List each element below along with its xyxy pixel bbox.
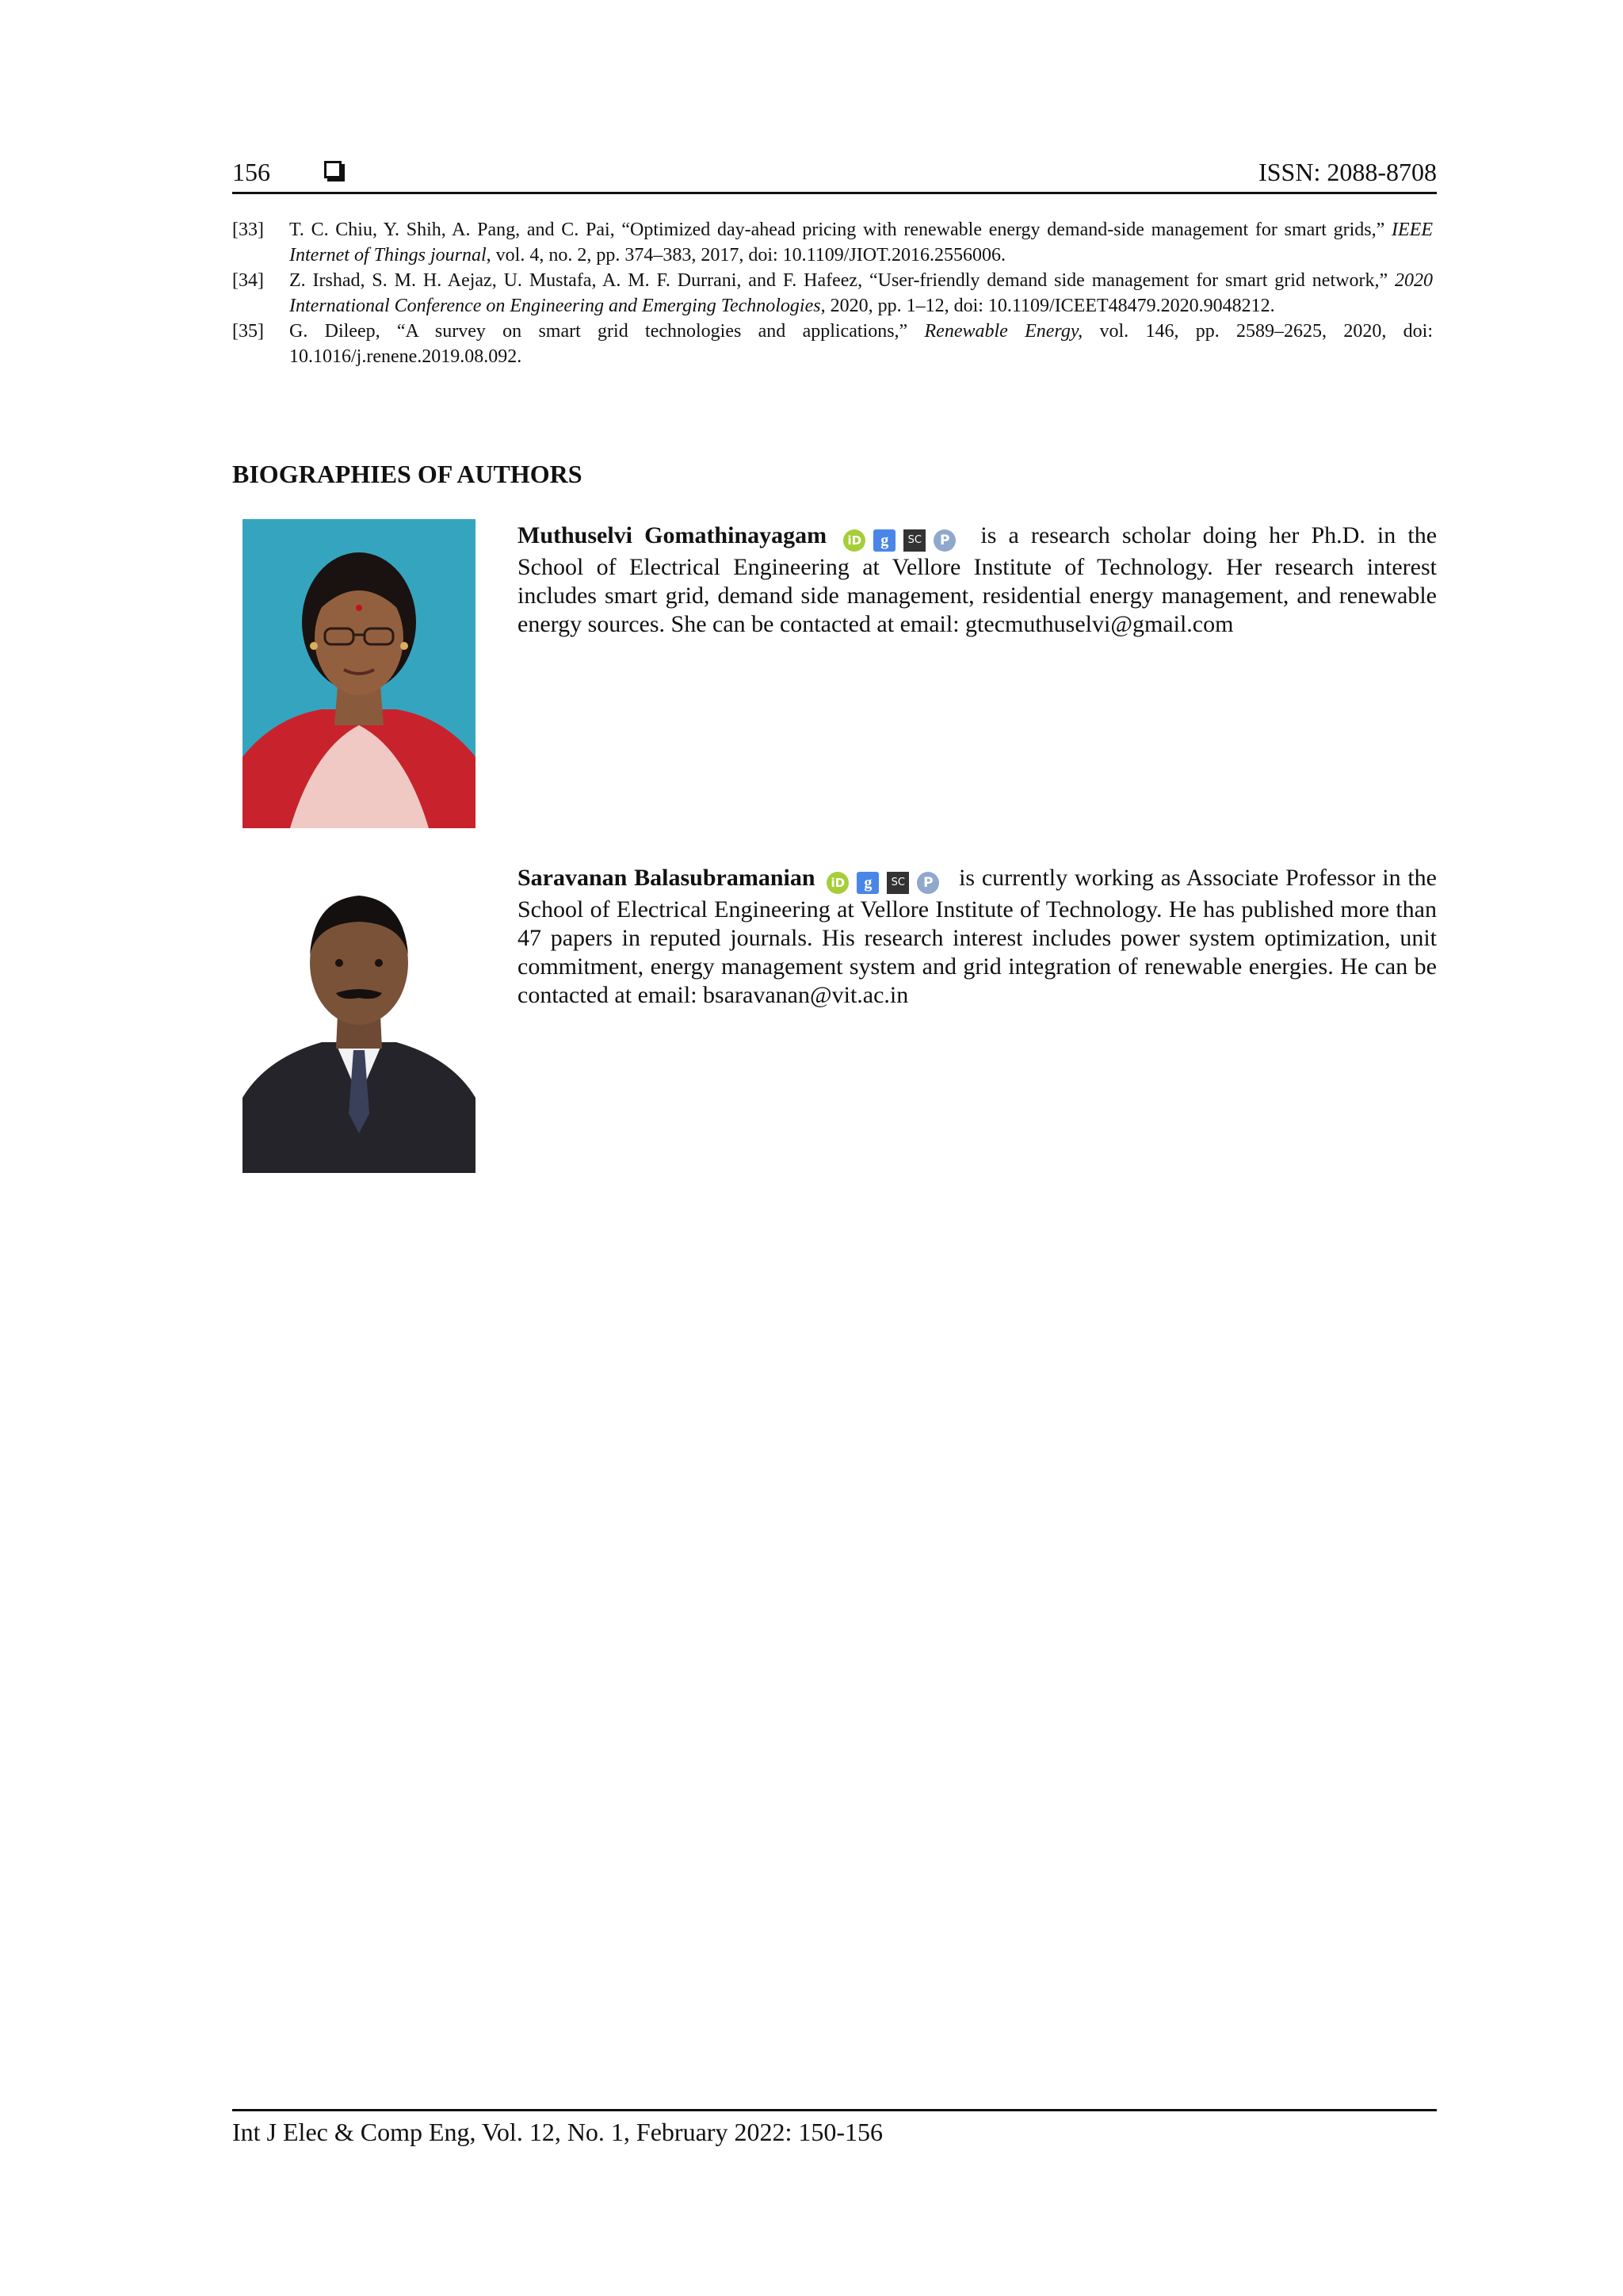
reference-text: T. C. Chiu, Y. Shih, A. Pang, and C. Pai, “Optimized day-ahead pricing with renewable energy demand-side management for smart grids,” [289, 220, 1392, 240]
reference-text: , vol. 4, no. 2, pp. 374–383, 2017, doi: 10.1109/JIOT.2016.2556006. [486, 245, 1006, 266]
scopus-icon[interactable]: SC [903, 529, 926, 552]
orcid-icon[interactable]: iD [827, 872, 849, 894]
page-header [232, 153, 1437, 194]
reference-33 [232, 217, 1433, 268]
reference-34 [232, 268, 1433, 319]
scopus-icon[interactable]: SC [887, 872, 909, 894]
reference-number: [34] [232, 270, 264, 291]
reference-text: G. Dileep, “A survey on smart grid technologies and applications,” [289, 321, 925, 342]
author-bio-text: is currently working as Associate Professor in the School of Electrical Engineering at Vellore Institute of Technology. He has published more than 47 papers in reputed journals. His research interest includes power system optimization, unit commitment, energy management system and grid integration of renewable energies. He can be contacted at email: bsaravanan@vit.ac.in [517, 865, 1437, 1008]
author-bio-1 [517, 521, 1437, 639]
profile-links [843, 525, 964, 553]
reference-venue: Renewable Energy, [924, 321, 1083, 342]
author-photo-2 [242, 860, 475, 1173]
section-title: BIOGRAPHIES OF AUTHORS [232, 460, 582, 488]
reference-text: vol. 146, pp. 2589–2625, 2020, doi: 10.1016/j.renene.2019.08.092. [289, 321, 1433, 367]
page-footer [232, 2109, 1437, 2147]
reference-venue: IEEE Internet of Things journal [289, 220, 1433, 266]
reference-text: , 2020, pp. 1–12, doi: 10.1109/ICEET48479.2020.9048212. [820, 296, 1275, 316]
reference-text: Z. Irshad, S. M. H. Aejaz, U. Mustafa, A. M. F. Durrani, and F. Hafeez, “User-friendly demand side management for smart grid network,” [289, 270, 1395, 291]
google-scholar-icon[interactable]: g [857, 872, 879, 894]
reference-number: [35] [232, 321, 264, 342]
author-portrait-female [242, 519, 475, 828]
google-scholar-icon[interactable]: g [873, 529, 896, 552]
reference-list [232, 217, 1433, 369]
author-photo-1 [242, 519, 475, 828]
author-name: Saravanan Balasubramanian [517, 865, 815, 891]
issn: ISSN: 2088-8708 [1258, 158, 1437, 186]
reference-number: [33] [232, 220, 264, 240]
author-portrait-male [242, 860, 475, 1173]
box-icon [324, 161, 342, 178]
author-bio-2 [517, 864, 1437, 1010]
reference-35 [232, 319, 1433, 369]
footer-citation: Int J Elec & Comp Eng, Vol. 12, No. 1, February 2022: 150-156 [232, 2118, 883, 2146]
page-number: 156 [232, 158, 270, 186]
orcid-icon[interactable]: iD [843, 529, 865, 552]
author-bio-text: is a research scholar doing her Ph.D. in the School of Electrical Engineering at Vellore Institute of Technology. Her research interest includes smart grid, demand side management, residential energy management, and renewable energy sources. She can be contacted at email: gtecmuthuselvi@gmail.com [517, 522, 1438, 637]
reference-venue: 2020 International Conference on Engineering and Emerging Technologies [289, 270, 1433, 316]
publons-icon[interactable]: P [917, 872, 939, 894]
profile-links [827, 867, 947, 896]
publons-icon[interactable]: P [934, 529, 956, 552]
author-name: Muthuselvi Gomathinayagam [517, 522, 827, 548]
